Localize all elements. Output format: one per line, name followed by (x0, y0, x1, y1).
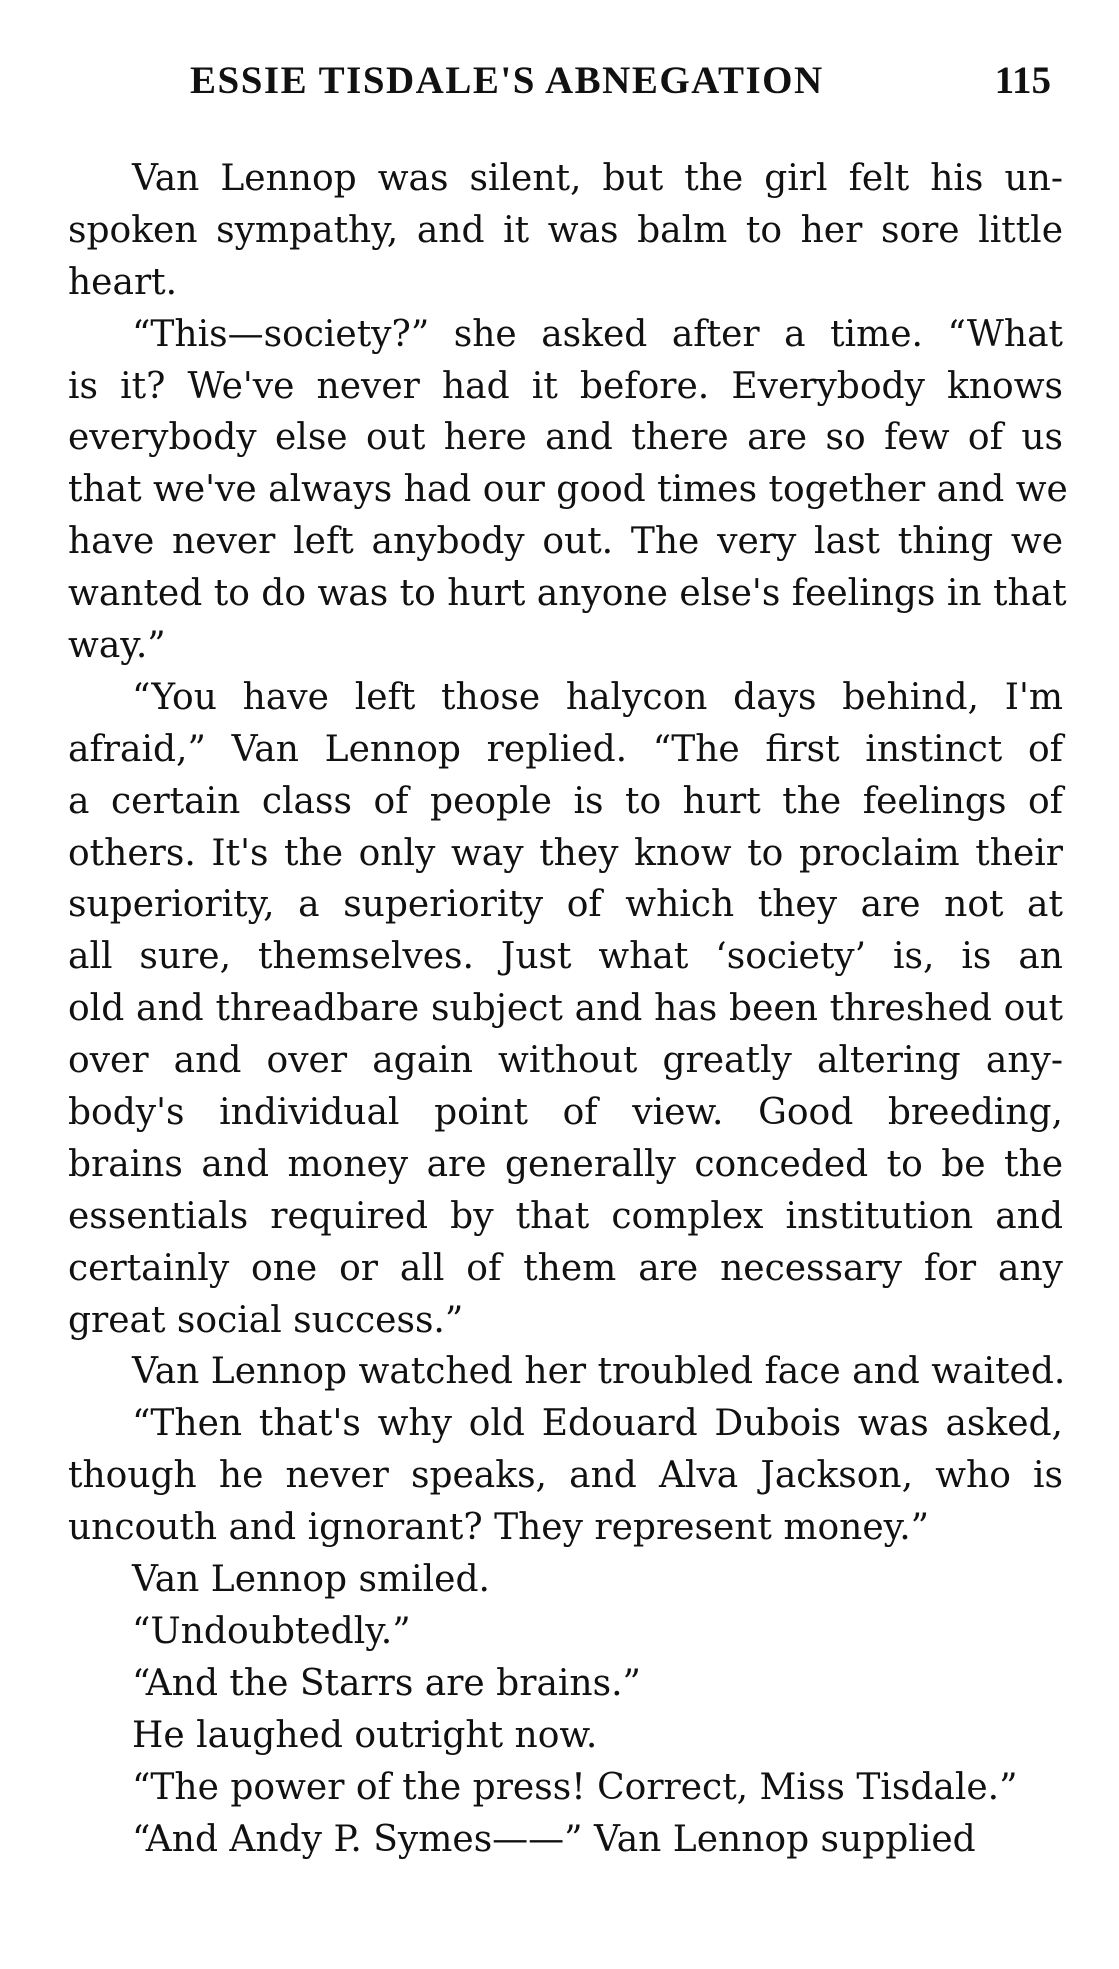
text-line: “The power of the press! Correct, Miss Tisdale.” (132, 1766, 1018, 1808)
text-line: uncouth and ignorant? They represent money.” (68, 1507, 930, 1549)
text-line: brains and money are generally conceded to be the (68, 1143, 1063, 1185)
text-line: others. It's the only way they know to proclaim their (68, 832, 1063, 874)
text-line: essentials required by that complex institution and (68, 1195, 1063, 1237)
text-line: “Then that's why old Edouard Dubois was asked, (132, 1403, 1063, 1445)
text-line: “And Andy P. Symes——” Van Lennop supplied (132, 1818, 976, 1860)
text-line: old and threadbare subject and has been threshed out (68, 988, 1063, 1030)
text-line: though he never speaks, and Alva Jackson, who is (68, 1455, 1063, 1497)
text-line: body's individual point of view. Good breeding, (68, 1092, 1063, 1134)
text-line: way.” (68, 625, 166, 667)
text-line: have never left anybody out. The very last thing we (68, 521, 1063, 563)
text-line: Van Lennop watched her troubled face and waited. (132, 1351, 1066, 1393)
text-line: afraid,” Van Lennop replied. “The first instinct of (68, 728, 1063, 770)
text-line: wanted to do was to hurt anyone else's feelings in that (68, 573, 1067, 615)
text-line: He laughed outright now. (132, 1714, 598, 1756)
text-line: great social success.” (68, 1299, 464, 1341)
text-line: that we've always had our good times together and we (68, 469, 1068, 511)
text-line: a certain class of people is to hurt the feelings of (68, 780, 1063, 822)
text-line: Van Lennop was silent, but the girl felt his un- (132, 158, 1063, 199)
text-line: “And the Starrs are brains.” (132, 1662, 641, 1704)
text-line: everybody else out here and there are so few of us (68, 417, 1063, 459)
text-line: over and over again without greatly altering any- (68, 1040, 1063, 1082)
chapter-title: ESSIE TISDALE'S ABNEGATION (190, 59, 824, 102)
text-line: is it? We've never had it before. Everybody knows (68, 365, 1063, 407)
text-line: heart. (68, 261, 178, 303)
page-number: 115 (994, 59, 1051, 102)
text-line: all sure, themselves. Just what ‘society’ is, is an (68, 936, 1063, 978)
body-text (68, 153, 1068, 1865)
running-head (190, 58, 1065, 114)
text-line: Van Lennop smiled. (132, 1559, 490, 1601)
text-line: spoken sympathy, and it was balm to her sore little (68, 209, 1063, 251)
text-line: “You have left those halycon days behind, I'm (132, 676, 1063, 718)
text-line: “This—society?” she asked after a time. “What (132, 313, 1063, 355)
text-line: superiority, a superiority of which they are not at (68, 884, 1063, 926)
text-line: “Undoubtedly.” (132, 1610, 411, 1652)
text-line: certainly one or all of them are necessary for any (68, 1247, 1063, 1289)
